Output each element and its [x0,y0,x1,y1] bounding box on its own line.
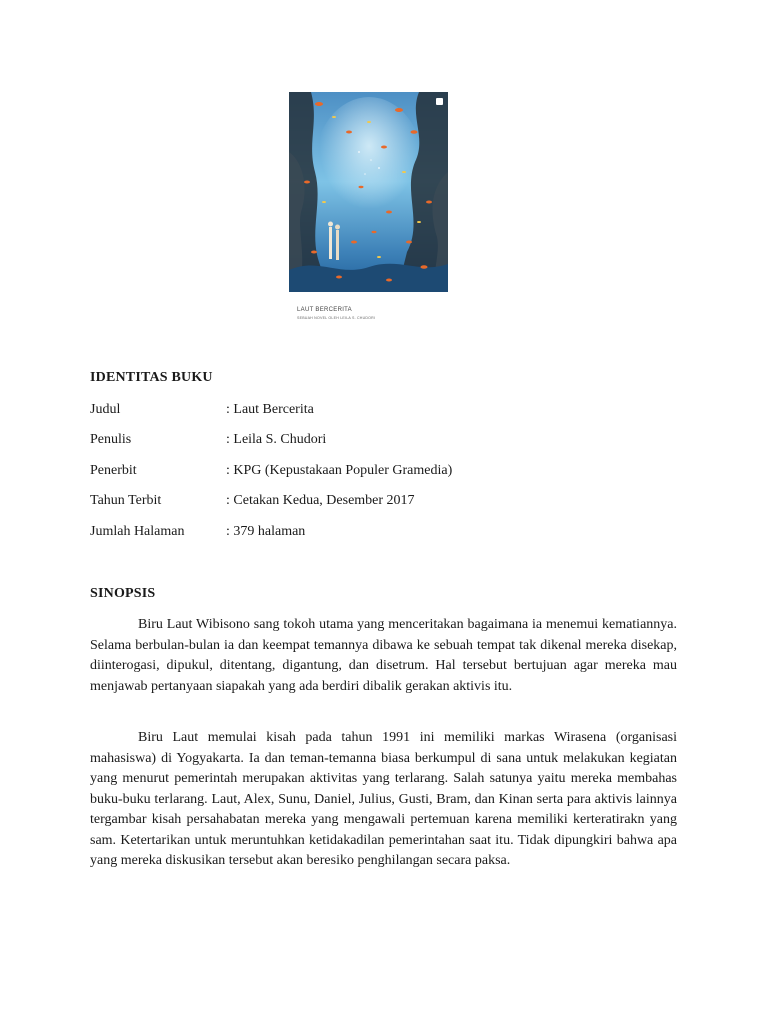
identitas-row-jumlah-halaman [90,524,690,542]
cover-title: LAUT BERCERITA [297,307,352,313]
identitas-value: : Cetakan Kedua, Desember 2017 [226,493,415,508]
publisher-logo-icon [436,98,443,105]
cover-subtitle: SEBUAH NOVEL OLEH LEILA S. CHUDORI [297,316,376,320]
identitas-value: : 379 halaman [226,524,306,539]
identitas-heading: IDENTITAS BUKU [90,370,213,385]
identitas-value: : KPG (Kepustakaan Populer Gramedia) [226,463,453,478]
sinopsis-heading: SINOPSIS [90,586,156,601]
identitas-label: Judul [90,402,121,417]
sinopsis-paragraph: Biru Laut Wibisono sang tokoh utama yang menceritakan bagaimana ia menemui kematiannya. Selama berbulan-bulan ia dan keempat temannya dibawa ke sebuah tempat tak dikenal mereka disekap, diinterogasi, dipukul, ditentang, digantung, dan disetrum. Hal tersebut bertujuan agar mereka mau menjawab pertanyaan siapakah yang ada berdiri dibalik gerakan aktivis itu. [90,617,677,694]
book-cover-image [289,92,448,330]
identitas-label: Tahun Terbit [90,493,162,508]
identitas-row-penerbit [90,463,690,481]
identitas-label: Penerbit [90,463,137,478]
identitas-label: Jumlah Halaman [90,524,185,539]
identitas-row-penulis [90,432,690,450]
underwater-illustration [289,92,448,330]
identitas-row-judul [90,402,690,420]
identitas-value: : Leila S. Chudori [226,432,327,447]
identitas-value: : Laut Bercerita [226,402,314,417]
identitas-label: Penulis [90,432,132,447]
sinopsis-paragraph: Biru Laut memulai kisah pada tahun 1991 ini memiliki markas Wirasena (organisasi mahasiswa) di Yogyakarta. Ia dan teman-temanna biasa berkumpul di sana untuk melakukan kegiatan yang menurut pemerintah merupakan aktivitas yang terlarang. Salah satunya yaitu mereka membahas buku-buku terlarang. Laut, Alex, Sunu, Daniel, Julius, Gusti, Bram, dan Kinan serta para aktivis lainnya tergambar kisah persahabatan mereka yang mengawali pertemuan karena memiliki kerteratirakn yang sam. Ketertarikan untuk meruntuhkan ketidakadilan pemerintahan saat itu. Tidak dipungkiri bahwa apa yang mereka diskusikan tersebut akan beresiko penghilangan secara paksa. [90,730,677,868]
identitas-row-tahun-terbit [90,493,690,511]
